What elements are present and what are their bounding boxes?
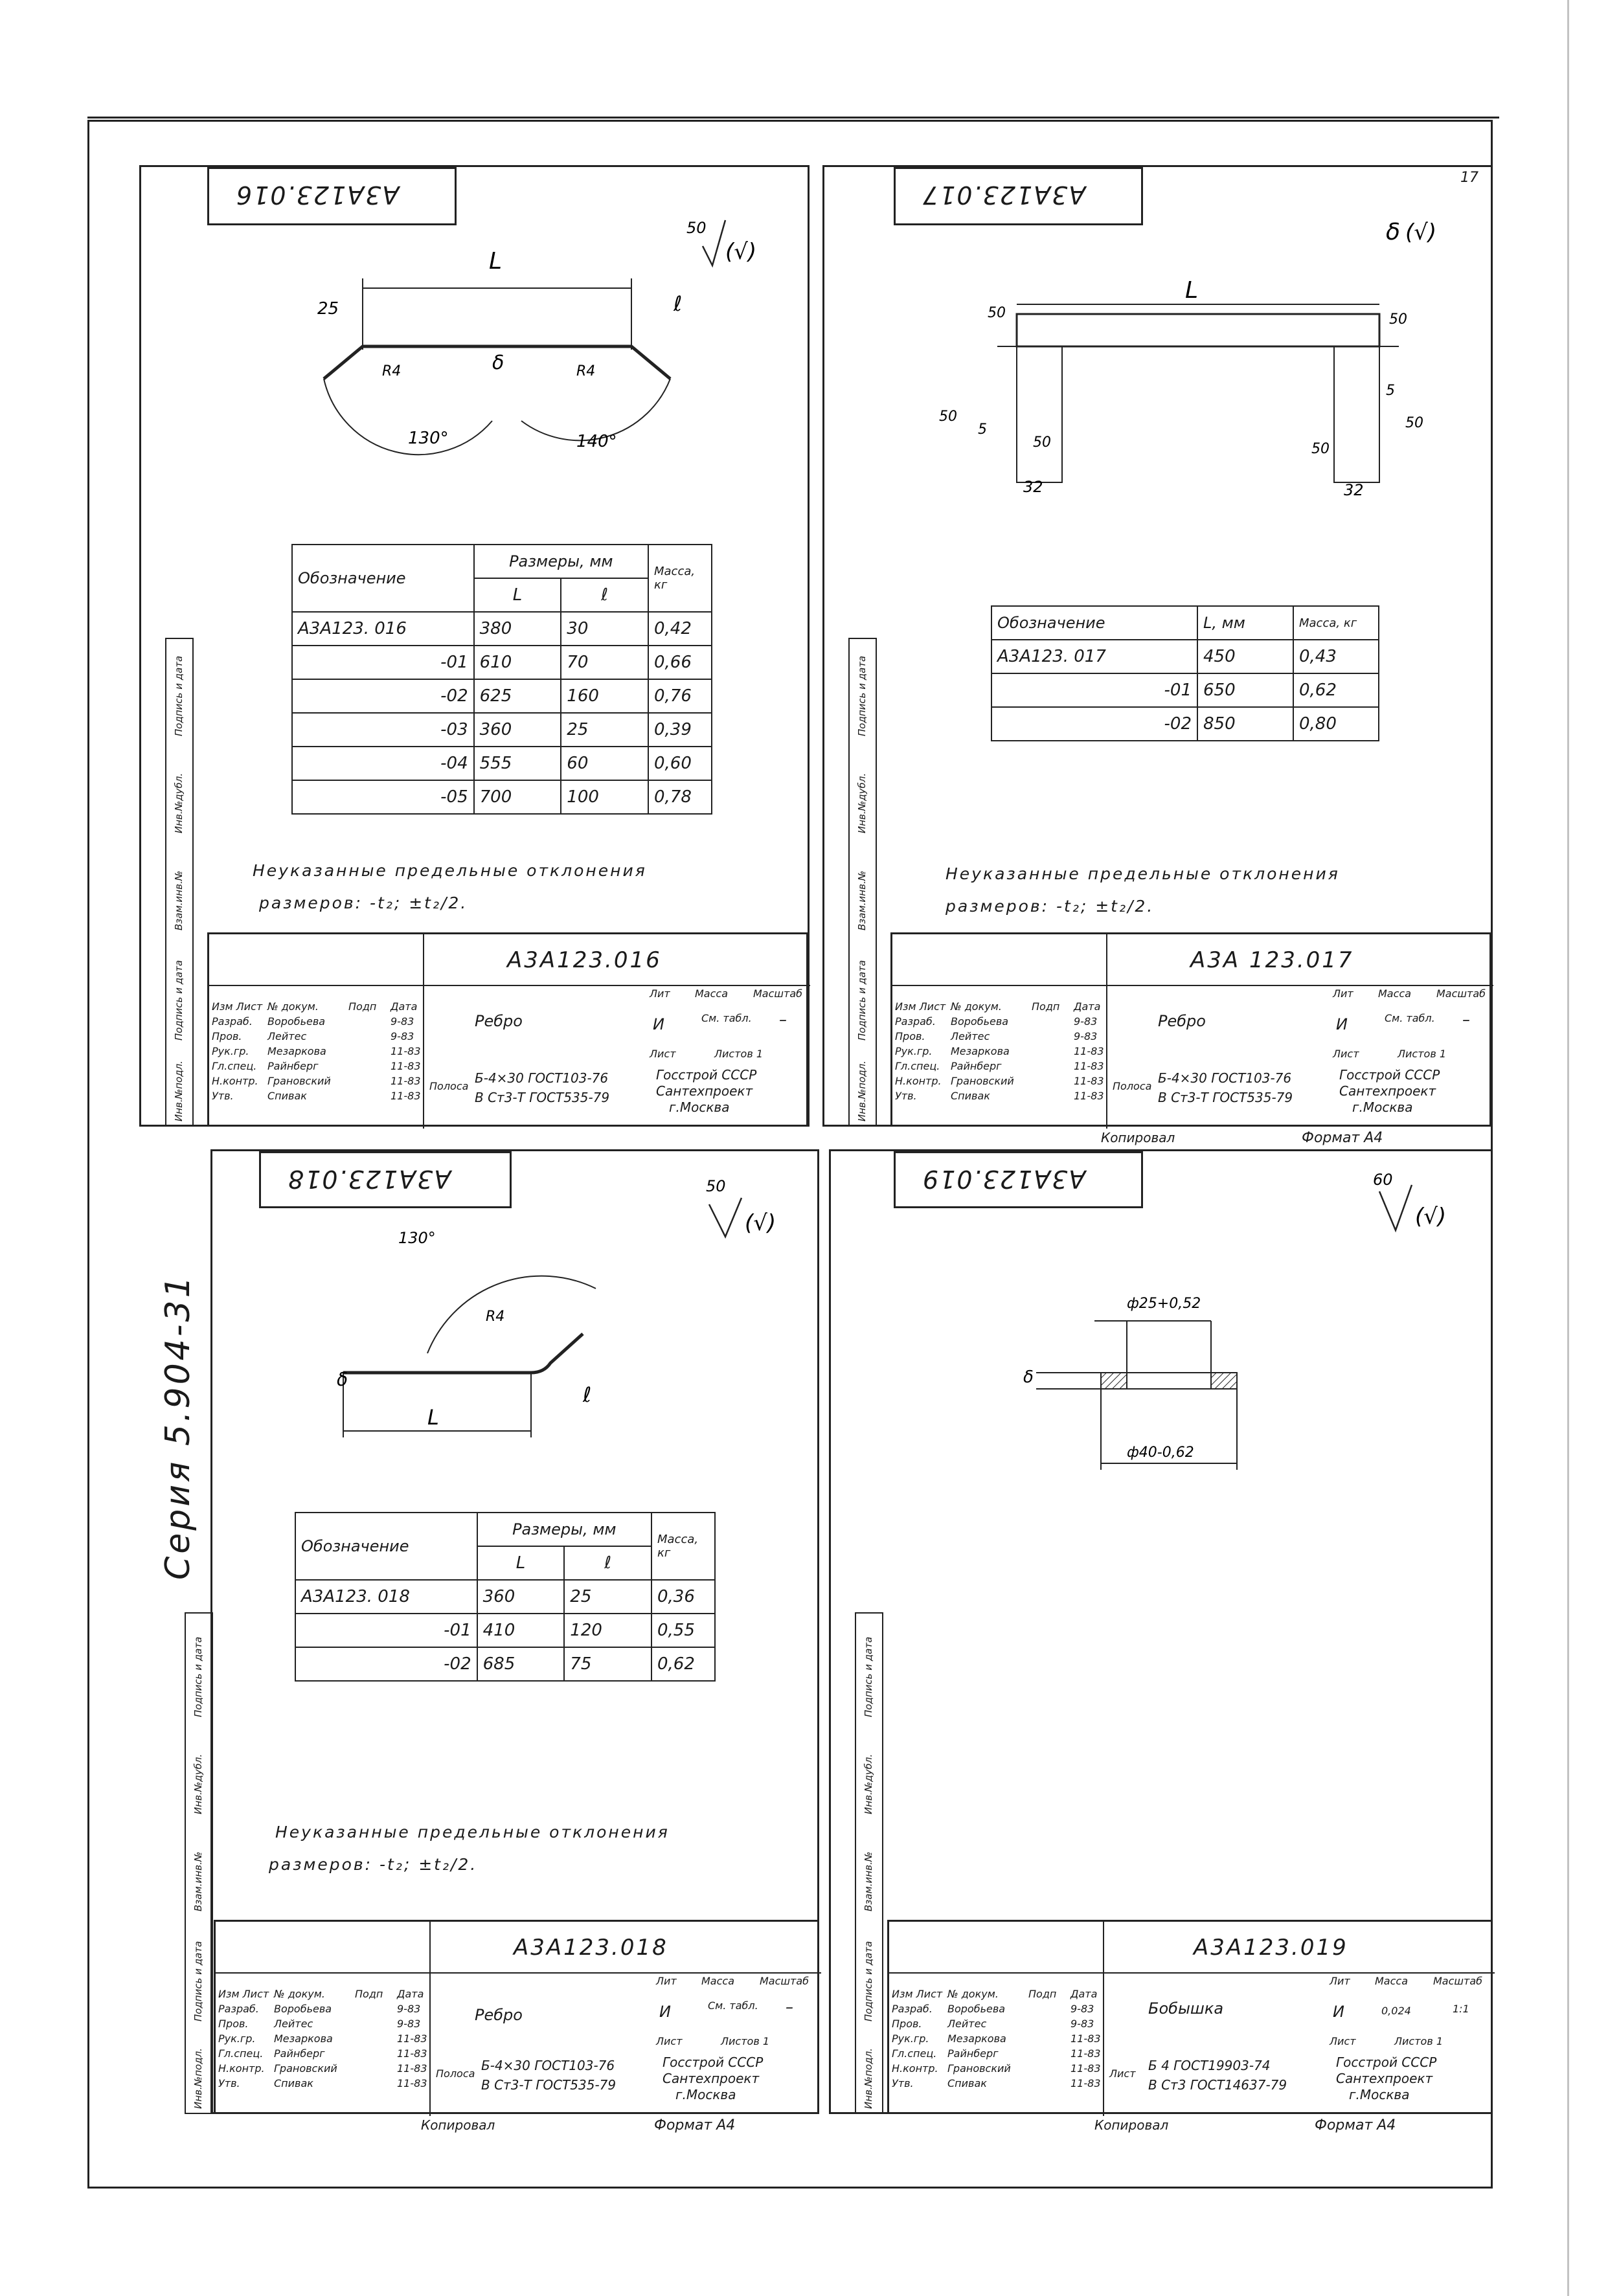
sheet-016-note-1: Неуказанные предельные отклонения [253, 861, 647, 880]
svg-text:5: 5 [1386, 383, 1395, 399]
sheet-016-dim-25: 25 [317, 299, 339, 319]
sheet-016-delta: δ [492, 352, 504, 374]
sheet-016-angle1: 130° [408, 429, 449, 448]
col-designation: Обозначение [292, 545, 474, 612]
sheet-016-stamp-text: А3А123.016 [235, 181, 400, 209]
plate-top [1017, 314, 1379, 346]
sheet-016-r1: R4 [382, 363, 402, 379]
series-label: Серия 5.904-31 [159, 1274, 198, 1580]
table-row: А3А123. 018 360 25 0,36 [295, 1580, 715, 1614]
sheet-016-name: Ребро [475, 1012, 523, 1030]
col-L: L [474, 578, 561, 612]
svg-text:ℓ: ℓ [583, 1382, 592, 1407]
svg-text:32: 32 [1344, 481, 1364, 499]
rib-profile [343, 1334, 583, 1373]
svg-text:50: 50 [988, 305, 1006, 321]
svg-text:130°: 130° [398, 1229, 436, 1247]
svg-text:60: 60 [1373, 1171, 1393, 1189]
col-sizes: Размеры, мм [474, 545, 648, 578]
sheet-018-note-2: размеров: -t₂; ±t₂/2. [269, 1855, 478, 1874]
sheet-017-roughness-suffix: (√) [1405, 219, 1437, 245]
sheet-019-side-strip: Инв.№подл. Подпись и дата Взам.инв.№ Инв.№дубл. Подпись и дата [855, 1612, 883, 2114]
svg-text:(√): (√) [1415, 1204, 1447, 1230]
svg-text:50: 50 [1311, 441, 1330, 457]
sheet-017-format: Формат А4 [1302, 1130, 1383, 1146]
table-row: -01 410 120 0,55 [295, 1614, 715, 1647]
sheet-017-title-block: А3А 123.017 Ребро Лит Масса Масштаб И См. табл. – Лист Листов 1 Полоса Б-4×30 ГОСТ103-76 В Ст3-Т ГОСТ535-79 Госстрой СССР Сантехпроект г.Москва Изм Лист Разраб. Пров. Рук.гр. Гл.спец. Н.контр. Утв. № докум. Воробьева Лейтес Мезаркова Райнберг Грановский Спивак Подп Дата 9-83 9-83 11-83 11-83 11-83 11-83 [890, 932, 1491, 1127]
sheet-016-r2: R4 [576, 363, 596, 379]
sheet-018-title-block: А3А123.018 Ребро Лит Масса Масштаб И См. табл. – Лист Листов 1 Полоса Б-4×30 ГОСТ103-76 В Ст3-Т ГОСТ535-79 Госстрой СССР Сантехпроект г.Москва Изм Лист Разраб. Пров. Рук.гр. Гл.спец. Н.контр. Утв. № докум. Воробьева Лейтес Мезаркова Райнберг Грановский Спивак Подп Дата 9-83 9-83 11-83 11-83 11-83 11-83 [214, 1920, 819, 2114]
svg-text:50: 50 [706, 1177, 726, 1195]
svg-text:32: 32 [1023, 478, 1043, 496]
sheet-017-copied: Копировал [1101, 1130, 1175, 1145]
sheet-016-roughness-suffix: (√) [725, 239, 757, 265]
table-row: -02 850 0,80 [991, 707, 1379, 741]
roughness-mark-icon [709, 1198, 742, 1237]
svg-text:50: 50 [1033, 434, 1051, 451]
sheet-018-copied: Копировал [421, 2117, 495, 2133]
svg-text:50: 50 [939, 409, 957, 425]
sheet-017-note-1: Неуказанные предельные отклонения [946, 864, 1340, 883]
sheet-016-dim-L: L [489, 248, 503, 275]
sheet-017-roughness-value: δ [1386, 219, 1401, 245]
sheet-019-title-block: А3А123.019 Бобышка Лит Масса Масштаб И 0,024 1:1 Лист Листов 1 Лист Б 4 ГОСТ19903-74 В Ст3 ГОСТ14637-79 Госстрой СССР Сантехпроект г.Москва Изм Лист Разраб. Пров. Рук.гр. Гл.спец. Н.контр. Утв. № докум. Воробьева Лейтес Мезаркова Райнберг Грановский Спивак Подп Дата 9-83 9-83 11-83 11-83 11-83 11-83 [887, 1920, 1493, 2114]
sheet-017-note-2: размеров: -t₂; ±t₂/2. [946, 897, 1155, 916]
svg-text:5: 5 [978, 422, 987, 438]
sheet-019-stamp: А3А123.019 [894, 1151, 1143, 1208]
roughness-mark-icon [1379, 1185, 1412, 1230]
sheet-018-stamp: А3А123.018 [259, 1151, 512, 1208]
svg-text:50: 50 [1405, 415, 1423, 431]
sheet-018-drawing [337, 1165, 790, 1476]
table-row: -02 625 160 0,76 [292, 679, 712, 713]
table-row: -01 610 70 0,66 [292, 646, 712, 679]
svg-text:δ: δ [1023, 1367, 1034, 1387]
sheet-016-angle2: 140° [576, 432, 617, 451]
sheet-017-drawing [913, 188, 1470, 524]
sheet-017-dim-L: L [1185, 277, 1199, 304]
table-row: А3А123. 016 380 30 0,42 [292, 612, 712, 646]
table-row: -04 555 60 0,60 [292, 747, 712, 780]
table-row: -02 685 75 0,62 [295, 1647, 715, 1681]
svg-text:50: 50 [1389, 311, 1407, 328]
sheet-016-side-strip: Инв.№подл. Подпись и дата Взам.инв.№ Инв.№дубл. Подпись и дата [165, 638, 194, 1127]
sheet-019-copied: Копировал [1094, 2117, 1169, 2133]
sheet-018-format: Формат А4 [654, 2117, 736, 2133]
table-row: -01 650 0,62 [991, 673, 1379, 707]
svg-text:(√): (√) [745, 1210, 776, 1236]
sheet-017-stamp-text: А3А123.017 [922, 181, 1086, 209]
sheet-018-side-strip: Инв.№подл. Подпись и дата Взам.инв.№ Инв.№дубл. Подпись и дата [185, 1612, 213, 2114]
sheet-016-drawing [298, 188, 777, 492]
sheet-018-table: Обозначение Размеры, мм Масса, кг L ℓ А3А123. 018 360 25 0,36 -01 410 120 0,55 -02 685 75 0,62 [295, 1512, 716, 1682]
sheet-018-note-1: Неуказанные предельные отклонения [275, 1823, 670, 1841]
sheet-016-table [291, 544, 712, 815]
svg-text:R4: R4 [486, 1309, 505, 1325]
sheet-016-note-2: размеров: -t₂; ±t₂/2. [259, 894, 468, 912]
svg-text:ф25+0,52: ф25+0,52 [1127, 1296, 1201, 1312]
table-row: -03 360 25 0,39 [292, 713, 712, 747]
sheet-019-drawing [997, 1159, 1464, 1496]
top-border-line [87, 117, 1499, 118]
sheet-016-dim-l: ℓ [674, 291, 683, 316]
page-number: 17 [1460, 170, 1478, 186]
sheet-016-roughness-value: 50 [686, 219, 707, 237]
svg-text:L: L [427, 1405, 439, 1430]
sheet-017-side-strip: Инв.№подл. Подпись и дата Взам.инв.№ Инв.№дубл. Подпись и дата [848, 638, 877, 1127]
sheet-019-format: Формат А4 [1315, 2117, 1396, 2133]
table-row: -05 700 100 0,78 [292, 780, 712, 814]
sheet-017-table: Обозначение L, мм Масса, кг А3А123. 017 450 0,43 -01 650 0,62 -02 850 0,80 [991, 605, 1379, 741]
sheet-016-title-block: А3А123.016 Ребро Лит Масса Масштаб И См. табл. – Лист Листов 1 Полоса Б-4×30 ГОСТ103-76 В Ст3-Т ГОСТ535-79 Госстрой СССР Сантехпроект г.Москва Изм Лист Разраб. Пров. Рук.гр. Гл.спец. Н.контр. Утв. № докум. Воробьева Лейтес Мезаркова Райнберг Грановский Спивак Подп Дата 9-83 9-83 11-83 11-83 11-83 11-83 [207, 932, 808, 1127]
svg-text:δ: δ [337, 1369, 348, 1390]
table-row: А3А123. 017 450 0,43 [991, 640, 1379, 673]
sheet-016-code: А3А123.016 [507, 947, 662, 973]
col-l: ℓ [561, 578, 648, 612]
scan-edge-right [1567, 0, 1569, 2296]
svg-text:ф40-0,62: ф40-0,62 [1127, 1445, 1194, 1461]
col-mass: Масса, кг [648, 545, 712, 612]
